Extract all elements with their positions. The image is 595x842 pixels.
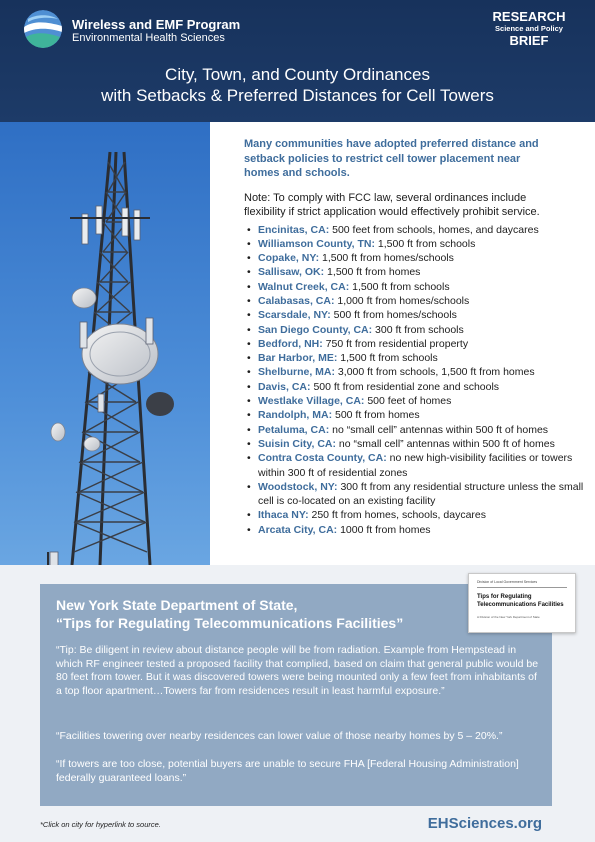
site-link[interactable]: EHSciences.org [427,815,542,832]
ordinance-text: 1,500 ft from schools [337,352,438,365]
list-item [244,451,584,480]
ordinance-text: no “small cell” antennas within 500 ft of homes [335,437,555,450]
research-brief-badge [490,10,568,48]
thumbnail-division: Division of Local Government Services [477,580,538,584]
city-link[interactable]: Randolph, MA : [258,409,332,421]
city-link[interactable]: Bar Harbor, ME : [258,352,337,364]
footnote: *Click on city for hyperlink to source. [40,820,161,829]
ordinance-text: 750 ft from residential property [322,337,469,350]
city-link[interactable]: Shelburne, MA : [258,366,335,378]
list-item [244,251,584,265]
list-item [244,223,584,237]
ordinance-text: no “small cell” antennas within 500 ft of homes [329,423,549,436]
ordinance-text: 1,500 ft from homes/schools [319,252,454,265]
ordinance-text: 1000 ft from homes [337,523,431,536]
tips-title-line-1: New York State Department of State, [56,597,298,613]
title-line-2: with Setbacks & Preferred Distances for Cell Towers [101,86,494,105]
intro-text: Many communities have adopted preferred distance and setback policies to restrict cell tower placement near homes and schools. [244,138,539,179]
ordinance-text: 500 feet from schools, homes, and daycares [329,223,539,236]
city-link[interactable]: San Diego County, CA : [258,324,372,336]
list-item [244,308,584,322]
list-item [244,337,584,351]
ordinance-text: 300 ft from schools [372,323,464,336]
city-link[interactable]: Woodstock, NY : [258,481,338,493]
badge-brief: BRIEF [509,33,549,48]
city-link[interactable]: Walnut Creek, CA : [258,281,349,293]
list-item [244,523,584,537]
document-thumbnail [468,573,576,633]
badge-research: RESEARCH [492,9,566,24]
brand-block [72,17,240,45]
tips-quote-3: “If towers are too close, potential buyers are unable to secure FHA [Federal Housing Administration] federally guaranteed loans.” [56,758,519,784]
city-link[interactable]: Arcata City, CA : [258,524,337,536]
cell-tower-photo [0,122,210,565]
city-link[interactable]: Westlake Village, CA : [258,395,364,407]
list-item [244,380,584,394]
ordinance-text: 1,500 ft from schools [374,237,476,250]
city-link[interactable]: Ithaca NY : [258,509,309,521]
thumbnail-rule [477,587,567,588]
city-link[interactable]: Petaluma, CA : [258,424,329,436]
ordinance-text: 1,000 ft from homes/schools [334,294,470,307]
city-link[interactable]: Suisin City, CA : [258,438,336,450]
header-banner [0,0,595,122]
list-item [244,265,584,279]
ordinance-text: 1,500 ft from schools [349,280,450,293]
tips-title-line-2: “Tips for Regulating Telecommunications Facilities” [56,615,404,631]
ordinance-text: no new high-visibility facilities or towers within 300 ft of residential zones [258,452,573,479]
list-item [244,423,584,437]
list-item [244,323,584,337]
org-name: Wireless and EMF Program [72,17,241,32]
tips-title [56,596,403,632]
ordinance-text: 500 ft from homes [332,409,420,422]
ordinance-text: 500 feet of homes [364,395,452,408]
badge-science-policy: Science and Policy [495,24,563,33]
ordinance-text: 300 ft from any residential structure unless the small cell is co-located on an existing facility [258,480,584,508]
city-link[interactable]: Williamson County, TN : [258,238,375,250]
city-link[interactable]: Encinitas, CA : [258,224,329,236]
globe-leaf-logo-icon [24,10,62,48]
ordinance-list [244,223,584,538]
list-item [244,394,584,408]
ordinance-text: 500 ft from homes/schools [330,309,457,322]
list-item [244,408,584,422]
ordinance-text: 1,500 ft from homes [324,266,421,279]
org-subtitle: Environmental Health Sciences [72,32,225,44]
thumbnail-heading: Tips for Regulating Telecommunications Facilities [477,594,564,608]
list-item [244,237,584,251]
thumbnail-footer: A Division of the New York Department of State [477,615,540,619]
city-link[interactable]: Calabasas, CA : [258,295,334,307]
ordinance-text: 250 ft from homes, schools, daycares [308,509,486,522]
city-link[interactable]: Bedford, NH : [258,338,323,350]
title-line-1: City, Town, and County Ordinances [165,65,430,84]
list-item [244,508,584,522]
city-link[interactable]: Copake, NY : [258,252,319,264]
list-item [244,480,584,509]
city-link[interactable]: Sallisaw, OK : [258,266,324,278]
ordinance-text: 3,000 ft from schools, 1,500 ft from homes [335,366,535,379]
city-link[interactable]: Contra Costa County, CA : [258,452,387,464]
list-item [244,365,584,379]
city-link[interactable]: Davis, CA : [258,381,311,393]
list-item [244,437,584,451]
page-title [0,64,595,106]
city-link[interactable]: Scarsdale, NY : [258,309,331,321]
list-item [244,294,584,308]
tips-quote-1: “Tip: Be diligent in review about distance people will be from radiation. Example from Hempstead in which RF engineer tested a proposed facility that complied, based on claim that general public would be 80 feet from tower. But it was discovered towers were being mounted only a few feet from inhabitants of a top floor apartment…Towers far from residences result in least harmful exposure.” [56,644,539,697]
list-item [244,280,584,294]
list-item [244,351,584,365]
ordinance-column [244,137,584,537]
ordinance-text: 500 ft from residential zone and schools [310,380,500,393]
tips-quote-2: “Facilities towering over nearby residences can lower value of those nearby homes by 5 – 20%.” [56,730,503,742]
fcc-note: Note: To comply with FCC law, several ordinances include flexibility if strict application would effectively prohibit service. [244,191,540,218]
